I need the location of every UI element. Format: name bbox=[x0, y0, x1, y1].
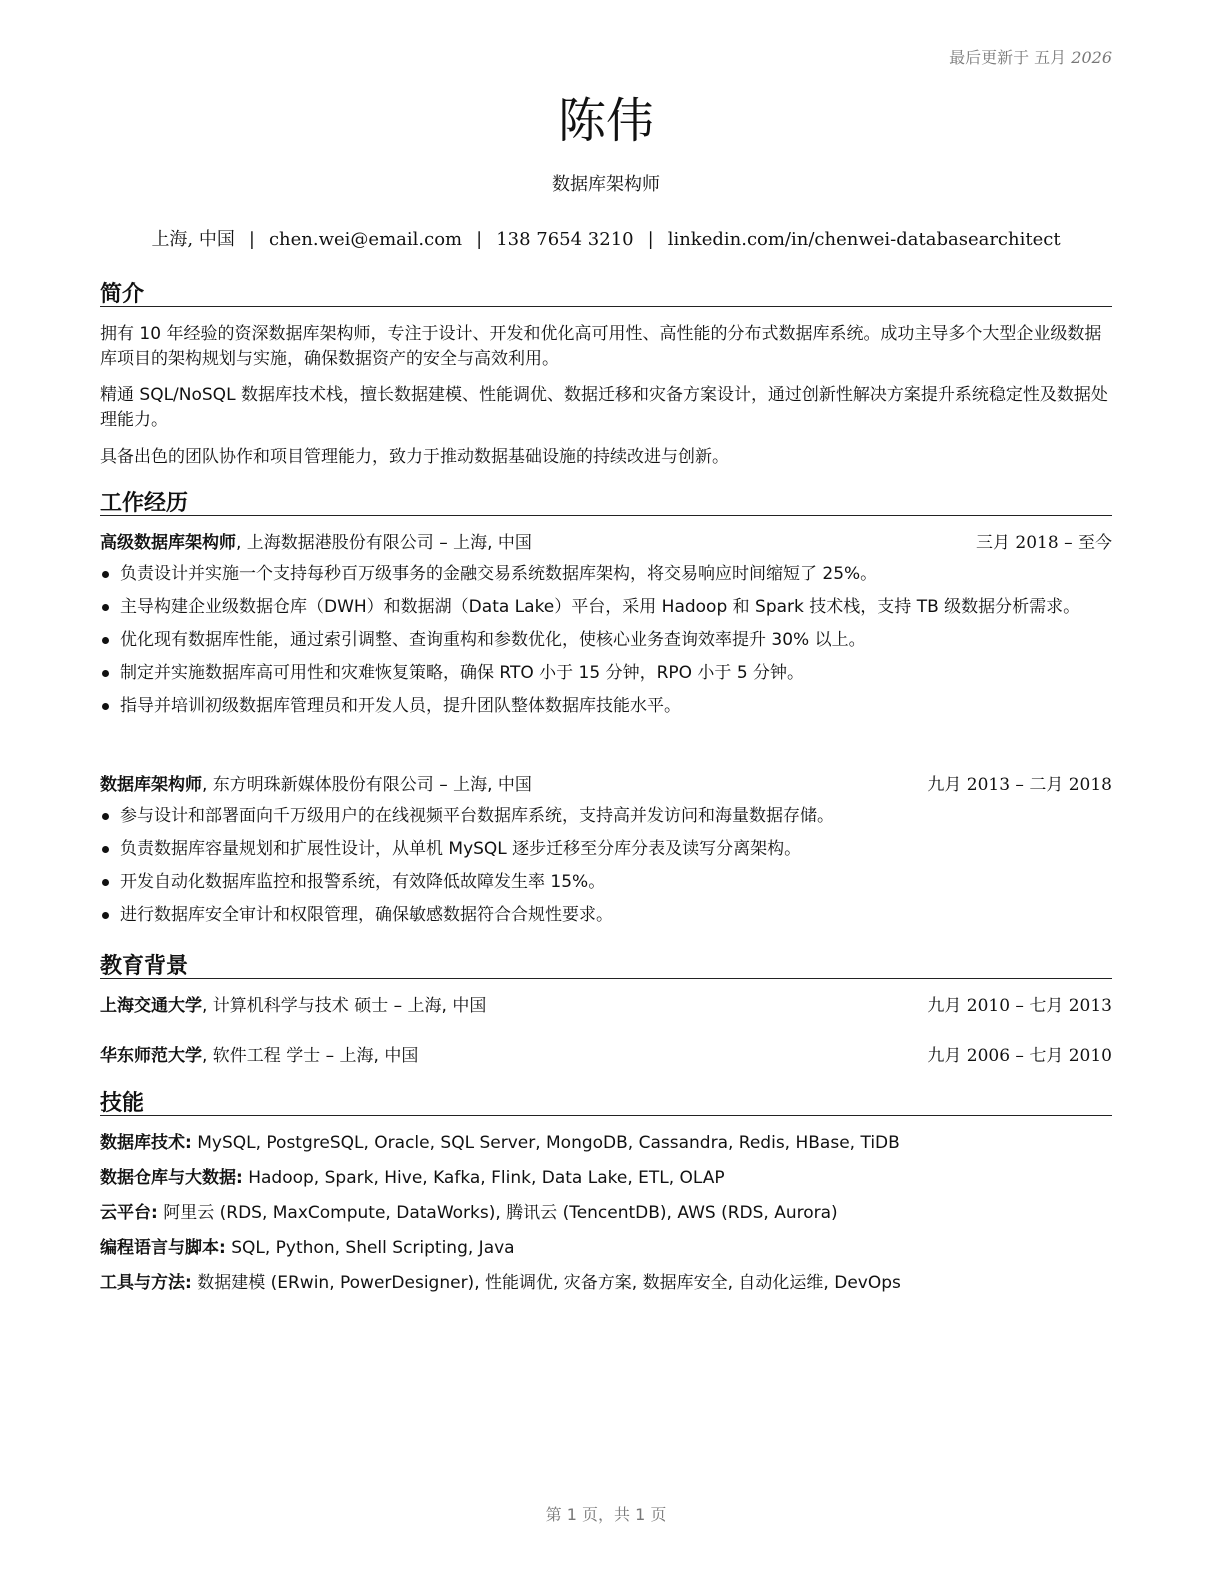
job-title: 数据库架构师 bbox=[552, 174, 660, 195]
job-header bbox=[100, 773, 1112, 797]
contact-location: 上海, 中国 bbox=[151, 229, 235, 250]
degree-detail: , 计算机科学与技术 硕士 – 上海, 中国 bbox=[202, 996, 487, 1016]
last-updated-year: 2026 bbox=[1071, 48, 1112, 67]
list-item: 优化现有数据库性能，通过索引调整、查询重构和参数优化，使核心业务查询效率提升 30% 以上。 bbox=[100, 628, 1112, 653]
last-updated: 最后更新于 五月 2026 bbox=[949, 48, 1112, 67]
bullet-icon bbox=[102, 912, 109, 919]
bullet-icon bbox=[102, 879, 109, 886]
list-item: 参与设计和部署面向千万级用户的在线视频平台数据库系统，支持高并发访问和海量数据存储。 bbox=[100, 804, 1112, 829]
contact-separator: | bbox=[476, 229, 483, 250]
skill-line bbox=[100, 1236, 1112, 1260]
list-item: 主导构建企业级数据仓库（DWH）和数据湖（Data Lake）平台，采用 Hadoop 和 Spark 技术栈，支持 TB 级数据分析需求。 bbox=[100, 595, 1112, 620]
skill-line bbox=[100, 1166, 1112, 1190]
page-number: 第 1 页，共 1 页 bbox=[545, 1505, 667, 1524]
job-dates: 三月 2018 – 至今 bbox=[976, 533, 1112, 553]
contact-line bbox=[100, 225, 1112, 251]
skill-value: MySQL, PostgreSQL, Oracle, SQL Server, MongoDB, Cassandra, Redis, HBase, TiDB bbox=[191, 1133, 900, 1153]
list-item: 负责设计并实施一个支持每秒百万级事务的金融交易系统数据库架构，将交易响应时间缩短了 25%。 bbox=[100, 562, 1112, 587]
skill-label: 数据仓库与大数据: bbox=[100, 1168, 243, 1188]
skill-value: SQL, Python, Shell Scripting, Java bbox=[225, 1238, 515, 1258]
school-name: 华东师范大学 bbox=[100, 1046, 202, 1066]
skill-value: 数据建模 (ERwin, PowerDesigner), 性能调优, 灾备方案, 数据库安全, 自动化运维, DevOps bbox=[191, 1273, 901, 1293]
education-dates: 九月 2010 – 七月 2013 bbox=[927, 996, 1112, 1016]
job-dates: 九月 2013 – 二月 2018 bbox=[927, 775, 1112, 795]
section-heading-experience: 工作经历 bbox=[100, 486, 1112, 516]
bullet-icon bbox=[102, 637, 109, 644]
summary-paragraph: 拥有 10 年经验的资深数据库架构师，专注于设计、开发和优化高可用性、高性能的分布式数据库系统。成功主导多个大型企业级数据库项目的架构规划与实施，确保数据资产的安全与高效利用。 bbox=[100, 324, 1102, 369]
section-heading-skills: 技能 bbox=[100, 1086, 1112, 1116]
section-heading-education: 教育背景 bbox=[100, 949, 1112, 979]
list-item: 指导并培训初级数据库管理员和开发人员，提升团队整体数据库技能水平。 bbox=[100, 694, 1112, 719]
resume-page bbox=[100, 0, 1112, 1584]
section-heading-summary: 简介 bbox=[100, 277, 1112, 307]
skill-line bbox=[100, 1201, 1112, 1225]
list-item: 进行数据库安全审计和权限管理，确保敏感数据符合合规性要求。 bbox=[100, 903, 1112, 928]
bullet-icon bbox=[102, 703, 109, 710]
bullet-icon bbox=[102, 571, 109, 578]
job-role: 高级数据库架构师 bbox=[100, 533, 236, 553]
skill-label: 工具与方法: bbox=[100, 1273, 192, 1293]
list-item: 开发自动化数据库监控和报警系统，有效降低故障发生率 15%。 bbox=[100, 870, 1112, 895]
job-company: , 上海数据港股份有限公司 – 上海, 中国 bbox=[236, 533, 532, 553]
skill-label: 编程语言与脚本: bbox=[100, 1238, 226, 1258]
skill-label: 云平台: bbox=[100, 1203, 158, 1223]
skill-value: 阿里云 (RDS, MaxCompute, DataWorks), 腾讯云 (TencentDB), AWS (RDS, Aurora) bbox=[157, 1203, 838, 1223]
skill-label: 数据库技术: bbox=[100, 1133, 192, 1153]
education-entry bbox=[100, 994, 1112, 1018]
job-company: , 东方明珠新媒体股份有限公司 – 上海, 中国 bbox=[202, 775, 532, 795]
skill-line bbox=[100, 1131, 1112, 1155]
list-item: 制定并实施数据库高可用性和灾难恢复策略，确保 RTO 小于 15 分钟，RPO 小于 5 分钟。 bbox=[100, 661, 1112, 686]
skill-line bbox=[100, 1271, 1112, 1295]
contact-linkedin[interactable]: linkedin.com/in/chenwei-databasearchitect bbox=[667, 229, 1061, 250]
summary-paragraph: 具备出色的团队协作和项目管理能力，致力于推动数据基础设施的持续改进与创新。 bbox=[100, 447, 729, 467]
bullet-icon bbox=[102, 670, 109, 677]
summary-paragraph: 精通 SQL/NoSQL 数据库技术栈，擅长数据建模、性能调优、数据迁移和灾备方案设计，通过创新性解决方案提升系统稳定性及数据处理能力。 bbox=[100, 385, 1108, 430]
bullet-icon bbox=[102, 813, 109, 820]
contact-separator: | bbox=[248, 229, 255, 250]
job-role: 数据库架构师 bbox=[100, 775, 202, 795]
school-name: 上海交通大学 bbox=[100, 996, 202, 1016]
job-bullets bbox=[100, 804, 1112, 936]
contact-separator: | bbox=[647, 229, 654, 250]
contact-phone[interactable]: 138 7654 3210 bbox=[496, 229, 634, 250]
candidate-name: 陈伟 bbox=[557, 93, 654, 149]
skill-value: Hadoop, Spark, Hive, Kafka, Flink, Data Lake, ETL, OLAP bbox=[242, 1168, 725, 1188]
list-item: 负责数据库容量规划和扩展性设计，从单机 MySQL 逐步迁移至分库分表及读写分离架构。 bbox=[100, 837, 1112, 862]
education-dates: 九月 2006 – 七月 2010 bbox=[927, 1046, 1112, 1066]
bullet-icon bbox=[102, 846, 109, 853]
degree-detail: , 软件工程 学士 – 上海, 中国 bbox=[202, 1046, 419, 1066]
education-entry bbox=[100, 1044, 1112, 1068]
job-bullets bbox=[100, 562, 1112, 727]
bullet-icon bbox=[102, 604, 109, 611]
job-header bbox=[100, 531, 1112, 555]
contact-email[interactable]: chen.wei@email.com bbox=[268, 229, 463, 250]
